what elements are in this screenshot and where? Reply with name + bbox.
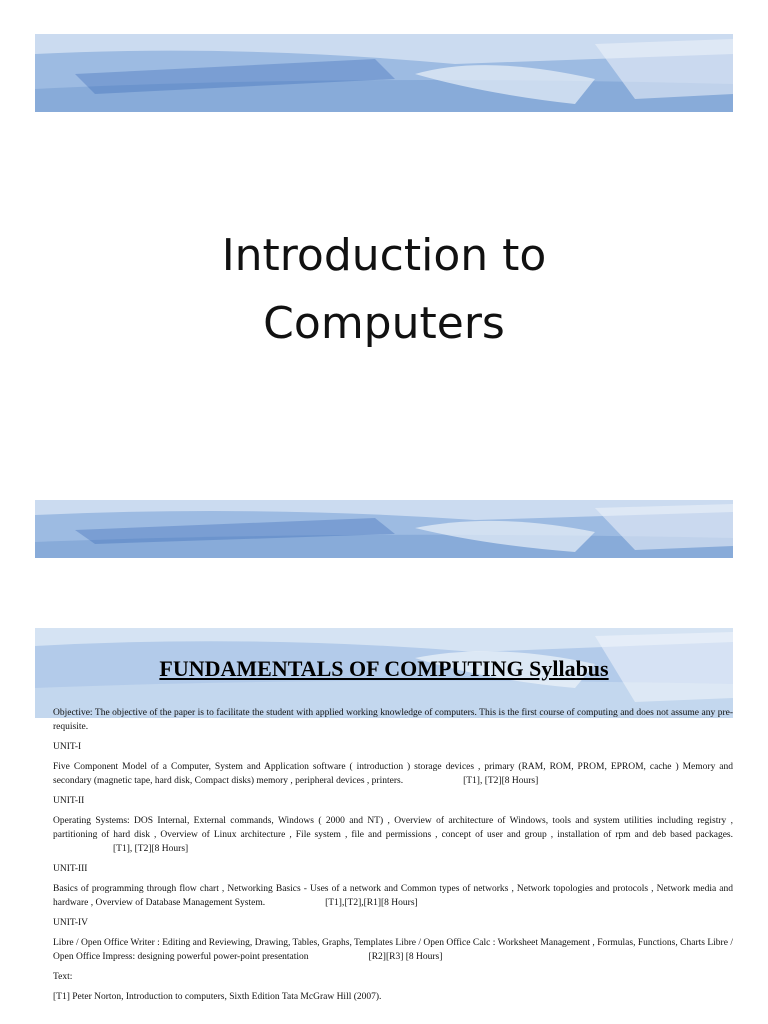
unit-text: Basics of programming through flow chart , Networking Basics - Uses of a network and Common types of networks , Network topologies and protocols , Network media and hardware , Overview of Database Management System.: [53, 884, 733, 908]
unit-reference: [T1], [T2][8 Hours]: [463, 776, 539, 786]
objective-text: Objective: The objective of the paper is to facilitate the student with applied working knowledge of computers. This is the first course of computing and does not assume any pre-requisite.: [53, 708, 733, 732]
title-line-1: Introduction to: [221, 230, 547, 281]
unit-heading: UNIT-IV: [53, 918, 89, 928]
unit-body: [53, 814, 733, 856]
unit-text: Operating Systems: DOS Internal, External commands, Windows ( 2000 and NT) , Overview of architecture of Windows, tools and system utilities including registry , partitioning of hard disk , Overview of Linux architecture , File system , file and permissions , concept of user and group , installation of rpm and deb based packages.: [53, 816, 733, 840]
slide-title: [0, 222, 768, 358]
keyboard-photo-icon: [35, 34, 733, 112]
slide-footer-banner: [35, 500, 733, 558]
syllabus-content: [53, 706, 733, 1010]
unit-text: Libre / Open Office Writer : Editing and Reviewing, Drawing, Tables, Graphs, Templates Libre / Open Office Calc : Worksheet Management , Formulas, Functions, Charts Libre / Open Office Impress: designing powerful power-point presentation: [53, 938, 733, 962]
unit-body: [53, 936, 733, 964]
slide-header-banner-top: [35, 34, 733, 112]
unit-text: Five Component Model of a Computer, System and Application software ( introduction ) storage devices , primary (RAM, ROM, PROM, EPROM, cache ) Memory and secondary (magnetic tape, hard disk, Compact disks) memory , peripheral devices , printers.: [53, 762, 733, 786]
keyboard-photo-icon: [35, 500, 733, 558]
title-line-2: Computers: [263, 298, 505, 349]
unit-reference: [T1], [T2][8 Hours]: [113, 844, 189, 854]
unit-heading: UNIT-III: [53, 864, 88, 874]
unit-reference: [R2][R3] [8 Hours]: [368, 952, 443, 962]
unit-body: [53, 882, 733, 910]
unit-body: [53, 760, 733, 788]
text-heading: Text:: [53, 972, 73, 982]
unit-reference: [T1],[T2],[R1][8 Hours]: [325, 898, 418, 908]
text-reference: [T1] Peter Norton, Introduction to computers, Sixth Edition Tata McGraw Hill (2007).: [53, 992, 382, 1002]
unit-heading: UNIT-II: [53, 796, 85, 806]
unit-heading: UNIT-I: [53, 742, 82, 752]
syllabus-title: FUNDAMENTALS OF COMPUTING Syllabus: [159, 656, 609, 681]
